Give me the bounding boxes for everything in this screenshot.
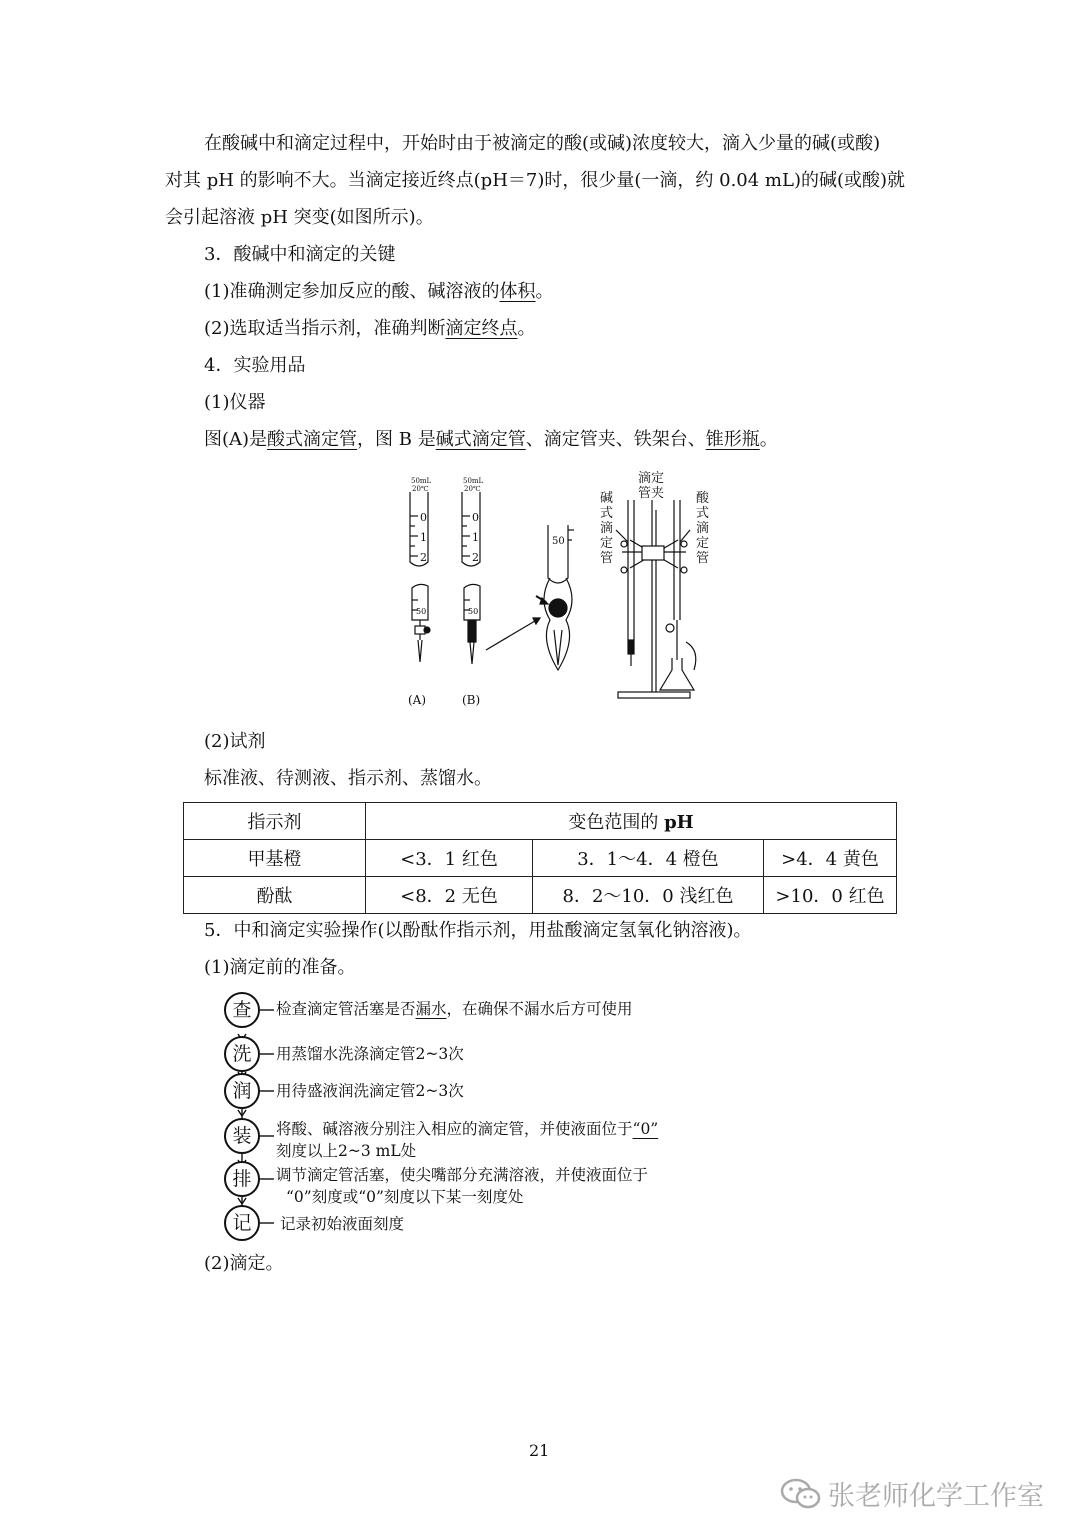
- section-3-item-1: [204, 274, 554, 310]
- flow-step-check: 查: [224, 992, 260, 1028]
- table-header-range: [366, 803, 897, 840]
- item-1-suffix: 。: [535, 281, 554, 302]
- intro-line-3: 会引起溶液 pH 突变(如图所示)。: [165, 207, 434, 228]
- instrument-a-answer: 酸式滴定管: [267, 429, 358, 450]
- flow-text-fill-2: 刻度以上2~3 mL处: [276, 1142, 417, 1160]
- zoom-detail: [536, 525, 574, 670]
- burette-a-temp: 20℃: [412, 485, 429, 493]
- item-2-answer: 滴定终点: [445, 318, 518, 339]
- burette-a-capacity: 50mL: [411, 477, 432, 485]
- instrument-sentence: [204, 422, 778, 458]
- acid-burette-label-2: 式: [696, 506, 710, 521]
- table-cell-name: 酚酞: [184, 877, 366, 914]
- instrument-b-pre: ，图 B 是: [357, 429, 436, 450]
- flow-step-wash: 洗: [224, 1036, 260, 1072]
- burette-a-upper: [410, 477, 432, 566]
- section-5-heading: 5．中和滴定实验操作(以酚酞作指示剂，用盐酸滴定氢氧化钠溶液)。: [204, 920, 752, 941]
- figure-label-b: (B): [462, 693, 481, 707]
- instrument-end: 。: [759, 429, 778, 450]
- burette-a-tick-0: 0: [420, 511, 427, 524]
- flow-text-check-pre: 检查滴定管活塞是否: [276, 1000, 416, 1018]
- burette-b-tick-0: 0: [472, 511, 479, 524]
- section-4-sub-2: (2)试剂: [204, 731, 266, 752]
- burette-b-upper: [462, 477, 484, 566]
- instrument-a-pre: 图(A)是: [204, 429, 268, 450]
- table-row: [184, 877, 897, 914]
- burette-b-temp: 20℃: [464, 485, 481, 493]
- item-1-answer: 体积: [499, 281, 536, 302]
- header-range-text: 变色范围的: [568, 812, 665, 833]
- burette-a-lower: [412, 584, 430, 662]
- acid-burette-label-3: 滴: [696, 521, 710, 536]
- zoom-arrow: [486, 618, 540, 650]
- section-4-sub-1: (1)仪器: [204, 392, 266, 413]
- clamp-label-1: 滴定: [638, 471, 665, 486]
- watermark-text: 张老师化学工作室: [828, 1481, 1044, 1512]
- iron-stand: [616, 500, 696, 698]
- base-burette-label-1: 碱: [600, 491, 614, 506]
- flow-step-record: 记: [224, 1205, 260, 1241]
- flow-text-record: 记录初始液面刻度: [280, 1215, 405, 1233]
- burette-a-tick-1: 1: [420, 531, 427, 544]
- table-cell: >10．0 红色: [764, 877, 897, 914]
- flow-text-fill-pre: 将酸、碱溶液分别注入相应的滴定管，并使液面位于: [276, 1120, 633, 1138]
- burette-b-tick-1: 1: [472, 531, 479, 544]
- item-2-suffix: 。: [517, 318, 536, 339]
- intro-line-1: 在酸碱中和滴定过程中，开始时由于被滴定的酸(或碱)浓度较大，滴入少量的碱(或酸): [204, 133, 881, 154]
- burette-b-lower: [464, 584, 480, 664]
- base-burette-label-3: 滴: [600, 521, 614, 536]
- intro-line-2: 对其 pH 的影响不大。当滴定接近终点(pH＝7)时，很少量(一滴，约 0.04 mL)的碱(或酸)就: [165, 170, 906, 191]
- watermark: [780, 1474, 1044, 1513]
- table-header-indicator: 指示剂: [184, 803, 366, 840]
- page-number: 21: [529, 1441, 550, 1460]
- flow-step-expel: 排: [224, 1161, 260, 1197]
- instrument-c-answer: 锥形瓶: [705, 429, 760, 450]
- instrument-b-answer: 碱式滴定管: [435, 429, 526, 450]
- flow-text-fill-1: [276, 1118, 658, 1140]
- reagents-line: 标准液、待测液、指示剂、蒸馏水。: [204, 768, 492, 789]
- table-cell: >4．4 黄色: [764, 840, 897, 877]
- table-cell: <8．2 无色: [366, 877, 533, 914]
- flow-text-expel-1: 调节滴定管活塞，使尖嘴部分充满溶液，并使液面位于: [276, 1166, 649, 1184]
- item-1-prefix: (1)准确测定参加反应的酸、碱溶液的: [204, 281, 500, 302]
- clamp-label-2: 管夹: [638, 486, 665, 501]
- zoom-tick-50: 50: [552, 536, 565, 547]
- flow-step-fill: 装: [224, 1118, 260, 1154]
- section-3-item-2: [204, 311, 536, 347]
- burette-b-tick-2: 2: [472, 551, 479, 564]
- instrument-c-pre: 、滴定管夹、铁架台、: [525, 429, 706, 450]
- item-2-prefix: (2)选取适当指示剂，准确判断: [204, 318, 446, 339]
- section-3-heading: 3．酸碱中和滴定的关键: [204, 244, 396, 265]
- base-burette-label-2: 式: [600, 506, 614, 521]
- table-cell: 8．2～10．0 浅红色: [533, 877, 764, 914]
- burette-a-tick-50: 50: [416, 607, 427, 616]
- burette-b-tick-50: 50: [468, 607, 479, 616]
- table-cell: 3．1～4．4 橙色: [533, 840, 764, 877]
- flow-text-fill-underlined: “0”: [632, 1120, 659, 1138]
- titration-apparatus-figure: [390, 470, 720, 715]
- base-burette-label-4: 定: [600, 536, 614, 551]
- wechat-icon: [780, 1476, 822, 1512]
- header-range-ph: pH: [664, 812, 694, 833]
- base-burette-label-5: 管: [600, 551, 614, 566]
- flow-text-check-underlined: 漏水: [415, 1000, 447, 1018]
- acid-burette-label-4: 定: [696, 536, 710, 551]
- acid-burette-label-1: 酸: [696, 491, 710, 506]
- flow-text-check-post: ，在确保不漏水后方可使用: [446, 1000, 633, 1018]
- table-cell-name: 甲基橙: [184, 840, 366, 877]
- indicator-table: [183, 802, 897, 914]
- section-5-sub-2: (2)滴定。: [204, 1253, 284, 1274]
- flow-text-rinse: 用待盛液润洗滴定管2~3次: [276, 1082, 464, 1100]
- flow-text-wash: 用蒸馏水洗涤滴定管2~3次: [276, 1045, 464, 1063]
- burette-b-capacity: 50mL: [463, 477, 484, 485]
- table-row: [184, 840, 897, 877]
- flow-text-expel-2: “0”刻度或“0”刻度以下某一刻度处: [286, 1188, 524, 1206]
- section-5-sub-1: (1)滴定前的准备。: [204, 957, 356, 978]
- table-header-row: [184, 803, 897, 840]
- flow-step-rinse: 润: [224, 1073, 260, 1109]
- section-4-heading: 4．实验用品: [204, 355, 306, 376]
- table-cell: <3．1 红色: [366, 840, 533, 877]
- figure-label-a: (A): [408, 693, 427, 707]
- flow-text-check: [276, 998, 633, 1020]
- burette-a-tick-2: 2: [420, 551, 427, 564]
- acid-burette-label-5: 管: [696, 551, 710, 566]
